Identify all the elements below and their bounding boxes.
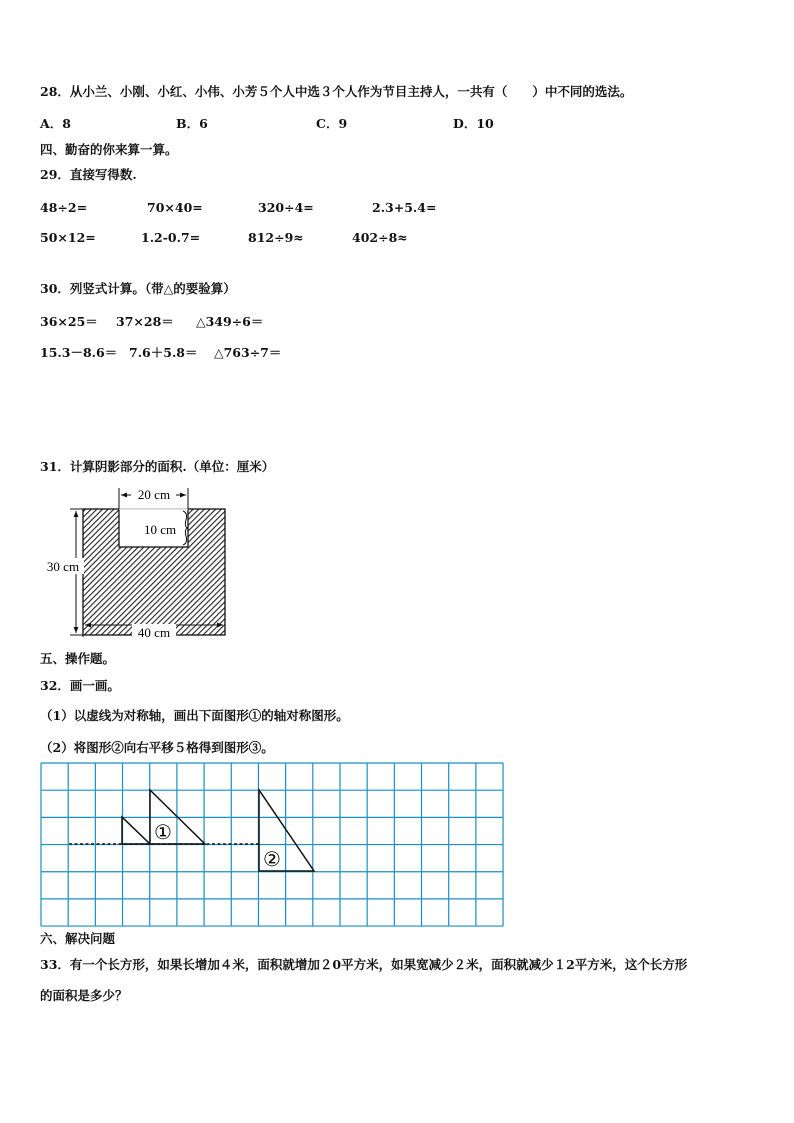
q33-line2: 的面积是多少？: [40, 988, 128, 1003]
shape-2-label: ②: [263, 847, 281, 871]
q28-stem: 28．从小兰、小刚、小红、小伟、小芳５个人中选３个人作为节目主持人，一共有（ ）中不同的选法。: [40, 84, 633, 99]
q29-item: 50×12=: [40, 230, 96, 245]
q33-line1: 33．有一个长方形，如果长增加４米，面积就增加２0平方米，如果宽减少２米，面积就减少１2平方米，这个长方形: [40, 957, 688, 972]
q30-item: 36×25＝: [40, 314, 98, 329]
q29-item: 48÷2=: [40, 200, 88, 215]
q32-part2: （2）将图形②向右平移５格得到图形③。: [40, 740, 274, 755]
label-40cm: 40 cm: [137, 625, 171, 640]
q30-item: 37×28＝: [116, 314, 174, 329]
q32-part1: （1）以虚线为对称轴，画出下面图形①的轴对称图形。: [40, 708, 349, 723]
q29-item: 70×40=: [147, 200, 203, 215]
section-6-heading: 六、解决问题: [40, 931, 116, 946]
q29-item: 2.3+5.4=: [372, 200, 437, 215]
q29-item: 402÷8≈: [352, 230, 408, 245]
q28-option-b: B．6: [176, 116, 208, 131]
q32-title: 32．画一画。: [40, 678, 120, 693]
label-30cm: 30 cm: [46, 559, 80, 574]
q28-option-d: D．10: [453, 116, 494, 131]
section-5-heading: 五、操作题。: [40, 651, 116, 666]
q28-option-a: A．8: [40, 116, 71, 131]
shape-1-label: ①: [154, 820, 172, 844]
label-10cm: 10 cm: [144, 522, 177, 537]
q29-item: 1.2-0.7=: [141, 230, 201, 245]
label-20cm: 20 cm: [137, 487, 171, 502]
q30-title: 30．列竖式计算。（带△的要验算）: [40, 281, 236, 296]
q30-item: △349÷6＝: [196, 314, 264, 329]
q29-item: 812÷9≈: [248, 230, 304, 245]
q30-item: 7.6＋5.8＝: [129, 345, 198, 360]
shape-1-small-triangle: [122, 817, 150, 844]
q30-item: △763÷7＝: [214, 345, 282, 360]
q28-option-c: C．9: [316, 116, 348, 131]
q29-item: 320÷4=: [258, 200, 314, 215]
q29-title: 29．直接写得数.: [40, 167, 137, 182]
section-4-heading: 四、勤奋的你来算一算。: [40, 142, 178, 157]
q30-item: 15.3－8.6＝: [40, 345, 118, 360]
q31-title: 31．计算阴影部分的面积.（单位：厘米）: [40, 459, 275, 474]
